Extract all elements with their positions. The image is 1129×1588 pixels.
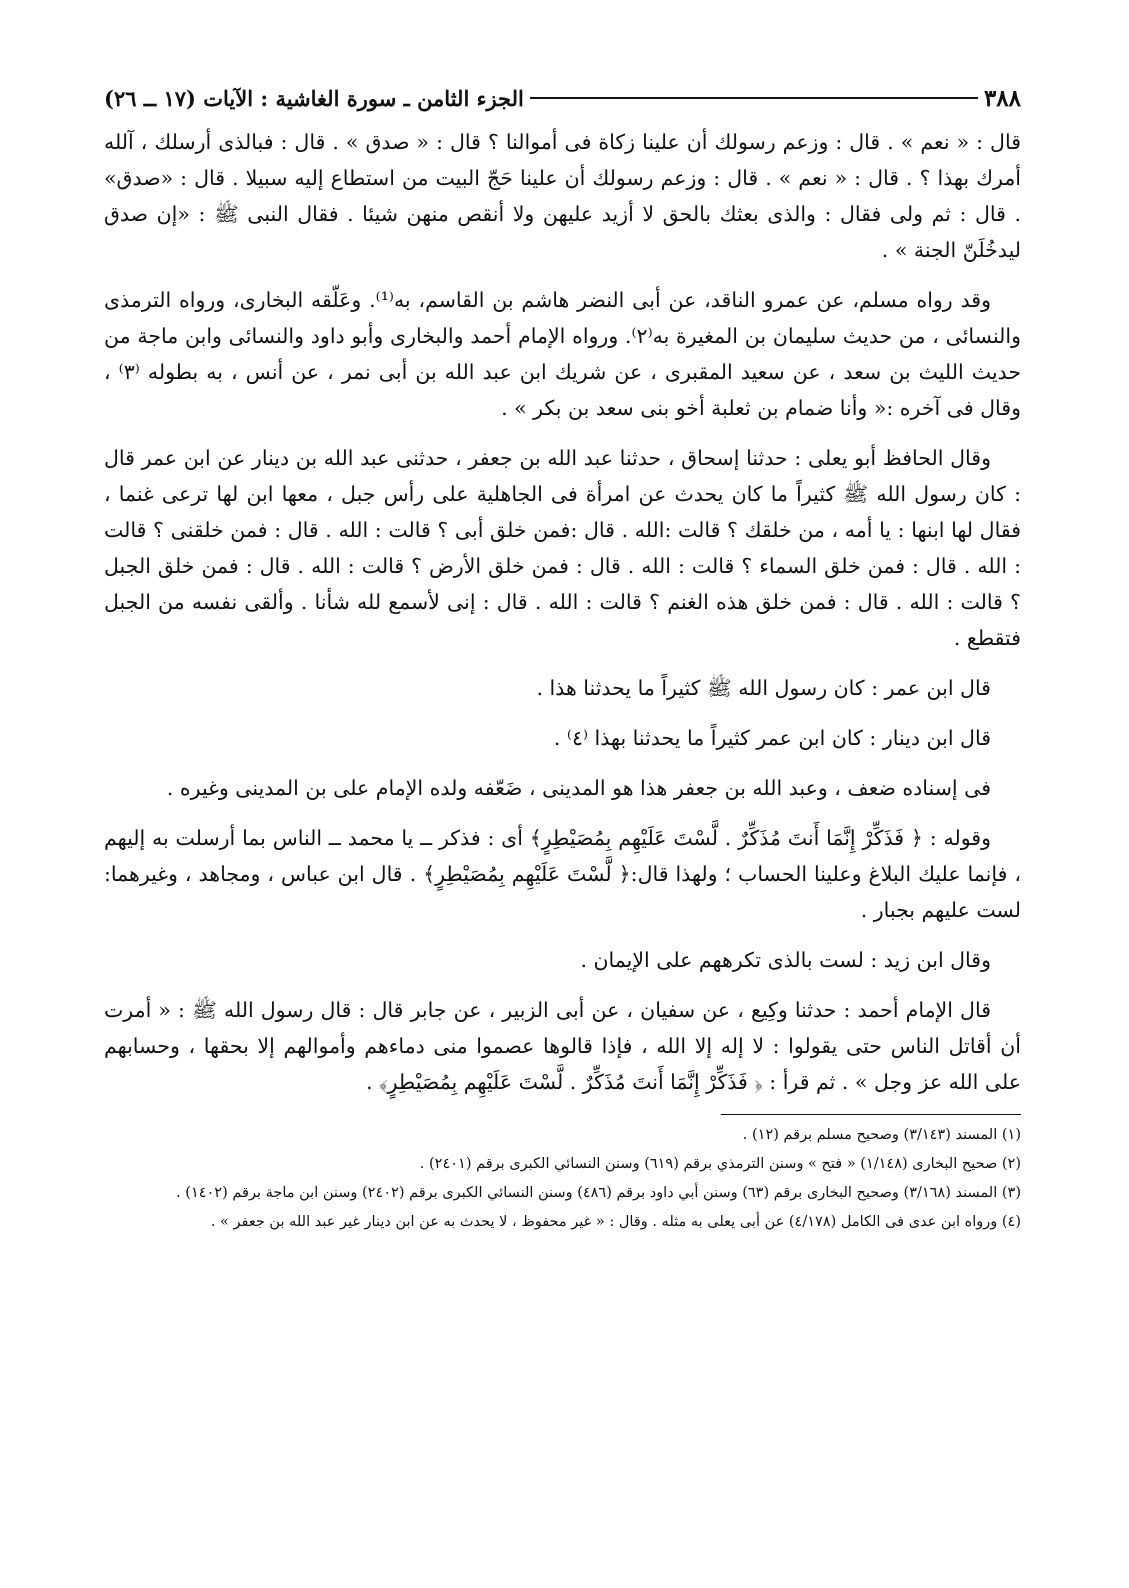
running-title: الجزء الثامن ـ سورة الغاشية : الآيات (١٧ ــ ٢٦) <box>104 85 524 111</box>
paragraph: قال ابن عمر : كان رسول الله ﷺ كثيراً ما يحدثنا هذا . <box>536 676 991 700</box>
paragraph: قال ابن دينار : كان ابن عمر كثيراً ما يحدثنا بهذا ⁽٤⁾ . <box>553 726 991 750</box>
paragraph: وقال الحافظ أبو يعلى : حدثنا إسحاق ، حدثنا عبد الله بن جعفر ، حدثنى عبد الله بن دينار عن ابن عمر قال : كان رسول الله ﷺ كثيراً ما كان يحدث عن امرأة فى الجاهلية على رأس جبل ، معها ابن لها ترعى غنما ، فقال لها ابنها : يا أمه ، من خلقك ؟ قالت :الله . قال :فمن خلق أبى ؟ قالت : الله . قال : فمن خلقنى ؟ قالت : الله . قال : فمن خلق السماء ؟ قالت : الله . قال : فمن خلق الأرض ؟ قالت : الله . قال : فمن خلق الجبل ؟ قالت : الله . قال : فمن خلق هذه الغنم ؟ قالت : الله . قال : إنى لأسمع لله شأنا . وألقى نفسه من الجبل فتقطع . <box>104 446 1021 650</box>
footnotes <box>104 1123 1021 1235</box>
page-number: ٣٨٨ <box>983 84 1021 112</box>
header-rule <box>530 97 978 99</box>
paragraph: فى إسناده ضعف ، وعبد الله بن جعفر هذا هو المدينى ، ضَعّفه ولده الإمام على بن المدينى وغيره . <box>166 776 991 800</box>
running-header <box>104 78 1021 118</box>
main-text <box>104 124 1021 1100</box>
paragraph: وقد رواه مسلم، عن عمرو الناقد، عن أبى النضر هاشم بن القاسم، به⁽¹⁾. وعَلّقه البخارى، ورواه الترمذى والنسائى ، من حديث سليمان بن المغيرة به⁽٢⁾. ورواه الإمام أحمد والبخارى وأبو داود والنسائى وابن ماجة من حديث الليث بن سعد ، عن سعيد المقبرى ، عن شريك ابن عبد الله بن أبى نمر ، عن أنس ، به بطوله ⁽٣⁾ ، وقال فى آخره :« وأنا ضمام بن ثعلبة أخو بنى سعد بن بكر » . <box>104 288 1021 420</box>
paragraph: قال : « نعم » . قال : وزعم رسولك أن علينا زكاة فى أموالنا ؟ قال : « صدق » . قال : فبالذى أرسلك ، آلله أمرك بهذا ؟ . قال : « نعم » . قال : وزعم رسولك أن علينا حَجّ البيت من استطاع إليه سبيلا . قال : «صدق» . قال : ثم ولى فقال : والذى بعثك بالحق لا أزيد عليهن ولا أنقص منهن شيئا . فقال النبى ﷺ : «إن صدق ليدخُلَنّ الجنة » . <box>104 130 1021 262</box>
footnote: (١) المسند (٣/١٤٣) وصحيح مسلم برقم (١٢) . <box>742 1127 1021 1143</box>
footnote: (٤) ورواه ابن عدى فى الكامل (٤/١٧٨) عن أبى يعلى به مثله . وقال : « غير محفوظ ، لا يحدث به عن ابن دينار غير عبد الله بن جعفر » . <box>210 1214 1021 1230</box>
footnote-separator <box>721 1114 1021 1115</box>
book-page <box>104 78 1021 1239</box>
footnote: (٢) صحيح البخارى (١/١٤٨) « فتح » وسنن الترمذي برقم (٦١٩) وسنن النسائي الكبرى برقم (٢٤٠١) . <box>419 1156 1021 1172</box>
paragraph: وقال ابن زيد : لست بالذى تكرههم على الإيمان . <box>580 948 991 972</box>
paragraph: قال الإمام أحمد : حدثنا وكِيع ، عن سفيان ، عن أبى الزبير ، عن جابر قال : قال رسول الله ﷺ : « أمرت أن أقاتل الناس حتى يقولوا : لا إله إلا الله ، فإذا قالوها عصموا منى دماءهم وأموالهم إلا بحقها ، وحسابهم على الله عز وجل » . ثم قرأ : ﴿ فَذَكِّرْ إِنَّمَا أَنتَ مُذَكِّرٌ . لَّسْتَ عَلَيْهِم بِمُصَيْطِرٍ﴾ . <box>104 998 1021 1094</box>
paragraph: وقوله : ﴿ فَذَكِّرْ إِنَّمَا أَنتَ مُذَكِّرٌ . لَّسْتَ عَلَيْهِم بِمُصَيْطِرٍ﴾ أى : فذكر ــ يا محمد ــ الناس بما أرسلت به إليهم ، فإنما عليك البلاغ وعلينا الحساب ؛ ولهذا قال:﴿ لَّسْتَ عَلَيْهِم بِمُصَيْطِرٍ﴾ . قال ابن عباس ، ومجاهد ، وغيرهما: لست عليهم بجبار . <box>104 826 1021 922</box>
footnote: (٣) المسند (٣/١٦٨) وصحيح البخارى برقم (٦٣) وسنن أبي داود برقم (٤٨٦) وسنن النسائي الكبرى برقم (٢٤٠٢) وسنن ابن ماجة برقم (١٤٠٢) . <box>176 1185 1021 1201</box>
